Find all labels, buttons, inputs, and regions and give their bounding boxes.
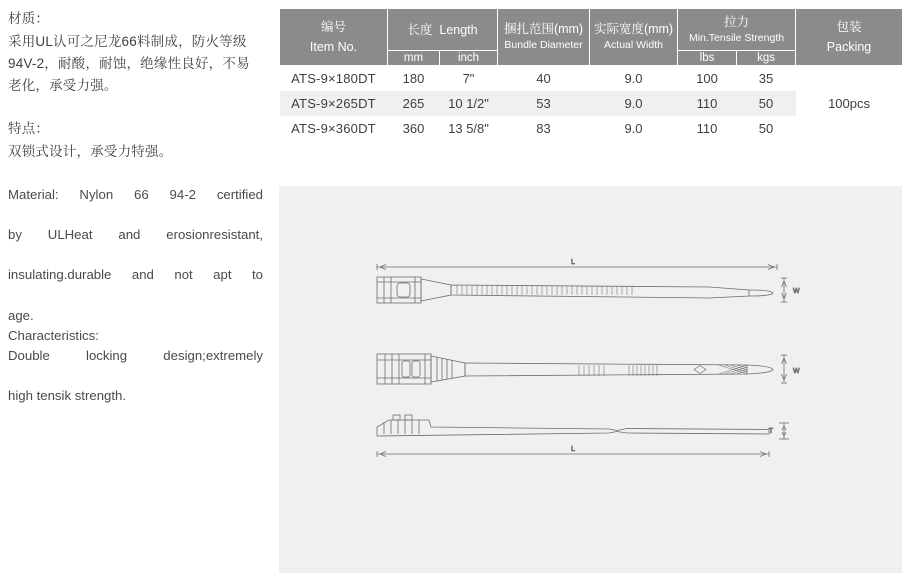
header-tensile-cn: 拉力 xyxy=(724,14,750,29)
header-tensile-en: Min.Tensile Strength xyxy=(688,31,785,44)
header-length-inch: inch xyxy=(440,51,498,66)
cell-item-no: ATS-9×180DT xyxy=(291,71,376,86)
top-width-dimension xyxy=(781,278,787,302)
characteristics-text-cn: 双锁式设计，承受力特强。 xyxy=(8,144,173,160)
bottom-length-label: L xyxy=(571,446,575,453)
header-actual-width xyxy=(590,9,678,66)
cell-tensile-lbs: 110 xyxy=(678,91,737,116)
tie-head-top-view xyxy=(377,277,421,303)
header-item-no xyxy=(280,9,388,66)
cell-actual-width: 9.0 xyxy=(624,121,643,136)
cell-length-inch: 10 1/2" xyxy=(440,91,498,116)
header-length xyxy=(388,9,498,51)
cell-length-mm: 265 xyxy=(388,91,440,116)
cell-actual-width: 9.0 xyxy=(624,71,643,86)
cell-tensile-kgs: 35 xyxy=(758,71,774,86)
header-bundle-en: Bundle Diameter xyxy=(504,39,583,52)
cell-packing: 100pcs xyxy=(796,91,903,116)
table-body xyxy=(280,66,903,142)
characteristics-heading-cn: 特点： xyxy=(8,121,50,137)
thickness-label: T xyxy=(768,428,773,435)
cell-bundle-diameter: 83 xyxy=(536,121,551,136)
top-width-label: W xyxy=(793,288,800,295)
chinese-material-block xyxy=(8,8,263,96)
header-tensile-kgs: kgs xyxy=(737,51,796,66)
table-row xyxy=(280,116,903,141)
top-length-label: L xyxy=(571,259,575,266)
tie-tail-top-view xyxy=(749,290,773,296)
cell-item-no: ATS-9×265DT xyxy=(280,91,388,116)
cell-length-mm: 360 xyxy=(402,121,425,136)
header-length-en: Length xyxy=(439,22,478,37)
header-length-mm: mm xyxy=(388,51,440,66)
product-description-panel xyxy=(8,8,263,406)
table-row xyxy=(280,91,903,116)
header-packing-en: Packing xyxy=(826,40,872,54)
specification-table-wrapper xyxy=(279,8,902,141)
cell-packing xyxy=(796,116,903,141)
cell-length-mm: 180 xyxy=(402,71,425,86)
top-length-dimension xyxy=(377,264,777,270)
table-header xyxy=(280,9,903,66)
header-packing-cn: 包装 xyxy=(836,20,862,35)
cell-length-inch: 13 5/8" xyxy=(448,121,489,136)
header-tensile-lbs: lbs xyxy=(678,51,737,66)
header-width-cn: 实际宽度(mm) xyxy=(593,22,674,37)
technical-drawing-panel xyxy=(279,186,902,573)
tie-strap-mid-view xyxy=(465,363,773,376)
cable-tie-drawing xyxy=(279,186,902,573)
header-tensile-strength xyxy=(678,9,796,51)
characteristics-line-1: Double locking design;extremely xyxy=(8,347,263,363)
cell-bundle-diameter: 53 xyxy=(498,91,590,116)
cell-tensile-kgs: 50 xyxy=(737,91,796,116)
spacer-1 xyxy=(8,96,263,118)
material-text-cn: 采用UL认可之尼龙66料制成，防火等级94V-2，耐酸，耐蚀，绝缘性良好，不易老化，承受力强。 xyxy=(8,33,250,93)
cell-tensile-lbs: 100 xyxy=(696,71,718,86)
specification-table xyxy=(279,8,903,141)
header-item-no-en: Item No. xyxy=(309,40,358,54)
header-width-en: Actual Width xyxy=(604,39,663,52)
tie-strap-top-view xyxy=(451,285,749,298)
english-description-block xyxy=(8,185,263,406)
header-bundle-diameter xyxy=(498,9,590,66)
cell-tensile-lbs: 110 xyxy=(696,121,718,136)
characteristics-line-2: high tensik strength. xyxy=(8,387,127,403)
mid-width-dimension xyxy=(781,355,787,383)
cell-length-inch: 7" xyxy=(462,71,475,86)
spacer-2 xyxy=(8,163,263,185)
cell-bundle-diameter: 40 xyxy=(536,71,551,86)
material-line-2: by ULHeat and erosionresistant, xyxy=(8,227,263,243)
header-item-no-cn: 编号 xyxy=(320,20,346,35)
tie-neck-mid-view xyxy=(431,356,465,382)
cell-item-no: ATS-9×360DT xyxy=(291,121,376,136)
characteristics-label-en: Characteristics: xyxy=(8,327,99,343)
header-bundle-cn: 捆扎范围(mm) xyxy=(503,22,584,37)
header-length-cn: 长度 xyxy=(407,22,433,37)
header-packing xyxy=(796,9,903,66)
thickness-dimension xyxy=(779,423,789,439)
mid-width-label: W xyxy=(793,368,800,375)
tie-side-view xyxy=(377,415,769,436)
cell-packing xyxy=(796,66,903,92)
chinese-characteristics-block xyxy=(8,118,263,163)
material-heading-cn: 材质： xyxy=(8,11,50,26)
tie-head-mid-view xyxy=(377,354,431,384)
tie-neck-top-view xyxy=(421,279,451,301)
material-line-4: age. xyxy=(8,307,34,323)
material-line-1: Material: Nylon 66 94-2 certified xyxy=(8,187,263,203)
cell-tensile-kgs: 50 xyxy=(758,121,774,136)
table-row xyxy=(280,66,903,92)
material-line-3: insulating.durable and not apt to xyxy=(8,267,263,283)
cell-actual-width: 9.0 xyxy=(590,91,678,116)
